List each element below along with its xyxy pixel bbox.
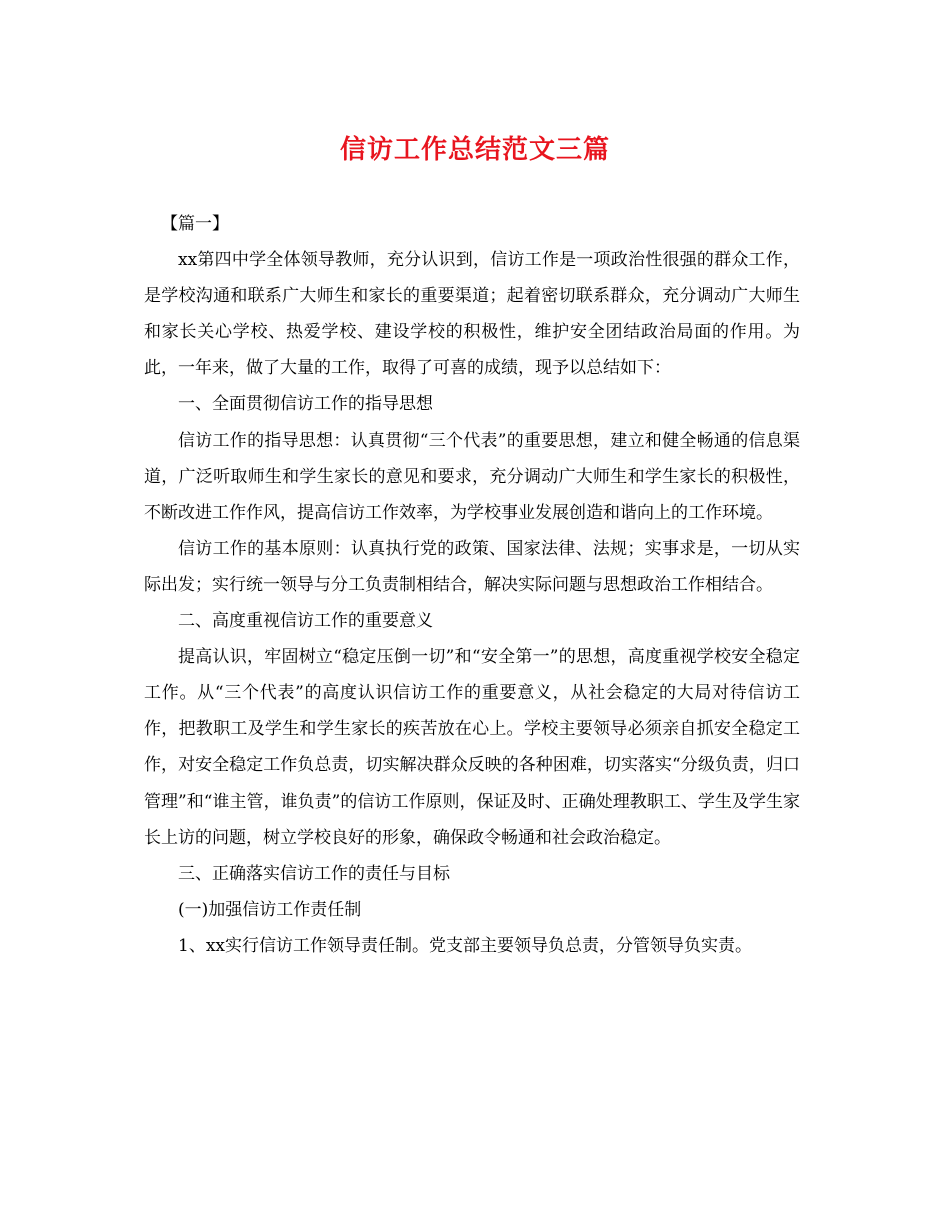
document-title: 信访工作总结范文三篇 bbox=[339, 135, 610, 165]
document-body bbox=[144, 206, 800, 964]
paragraph-leadership-responsibility: 1、xx实行信访工作领导责任制。党支部主要领导负总责，分管领导负实责。 bbox=[178, 935, 752, 956]
paragraph-basic-principles: 信访工作的基本原则：认真执行党的政策、国家法律、法规；实事求是，一切从实际出发；实行统一领导与分工负责制相结合，解决实际问题与思想政治工作相结合。 bbox=[144, 538, 800, 595]
subheading-responsibility-system: (一)加强信访工作责任制 bbox=[178, 899, 362, 920]
paragraph-guiding-thought: 信访工作的指导思想：认真贯彻“三个代表”的重要思想，建立和健全畅通的信息渠道，广泛听取师生和学生家长的意见和要求，充分调动广大师生和学生家长的积极性，不断改进工作作风，提高信访工作效率，为学校事业发展创造和谐向上的工作环境。 bbox=[144, 430, 800, 523]
heading-guiding-thought: 一、全面贯彻信访工作的指导思想 bbox=[178, 394, 433, 415]
paragraph-intro: xx第四中学全体领导教师，充分认识到，信访工作是一项政治性很强的群众工作，是学校沟通和联系广大师生和家长的重要渠道；起着密切联系群众，充分调动广大师生和家长关心学校、热爱学校、建设学校的积极性，维护安全团结政治局面的作用。为此，一年来，做了大量的工作，取得了可喜的成绩，现予以总结如下： bbox=[144, 250, 800, 379]
heading-responsibility: 三、正确落实信访工作的责任与目标 bbox=[178, 863, 450, 884]
paragraph-importance: 提高认识，牢固树立“稳定压倒一切”和“安全第一”的思想，高度重视学校安全稳定工作。从“三个代表”的高度认识信访工作的重要意义，从社会稳定的大局对待信访工作，把教职工及学生和学生家长的疾苦放在心上。学校主要领导必须亲自抓安全稳定工作，对安全稳定工作负总责，切实解决群众反映的各种困难，切实落实“分级负责，归口管理”和“谁主管，谁负责”的信访工作原则，保证及时、正确处理教职工、学生及学生家长上访的问题，树立学校良好的形象，确保政令畅通和社会政治稳定。 bbox=[144, 647, 800, 848]
section-label: 【篇一】 bbox=[161, 214, 229, 234]
heading-importance: 二、高度重视信访工作的重要意义 bbox=[178, 611, 433, 632]
